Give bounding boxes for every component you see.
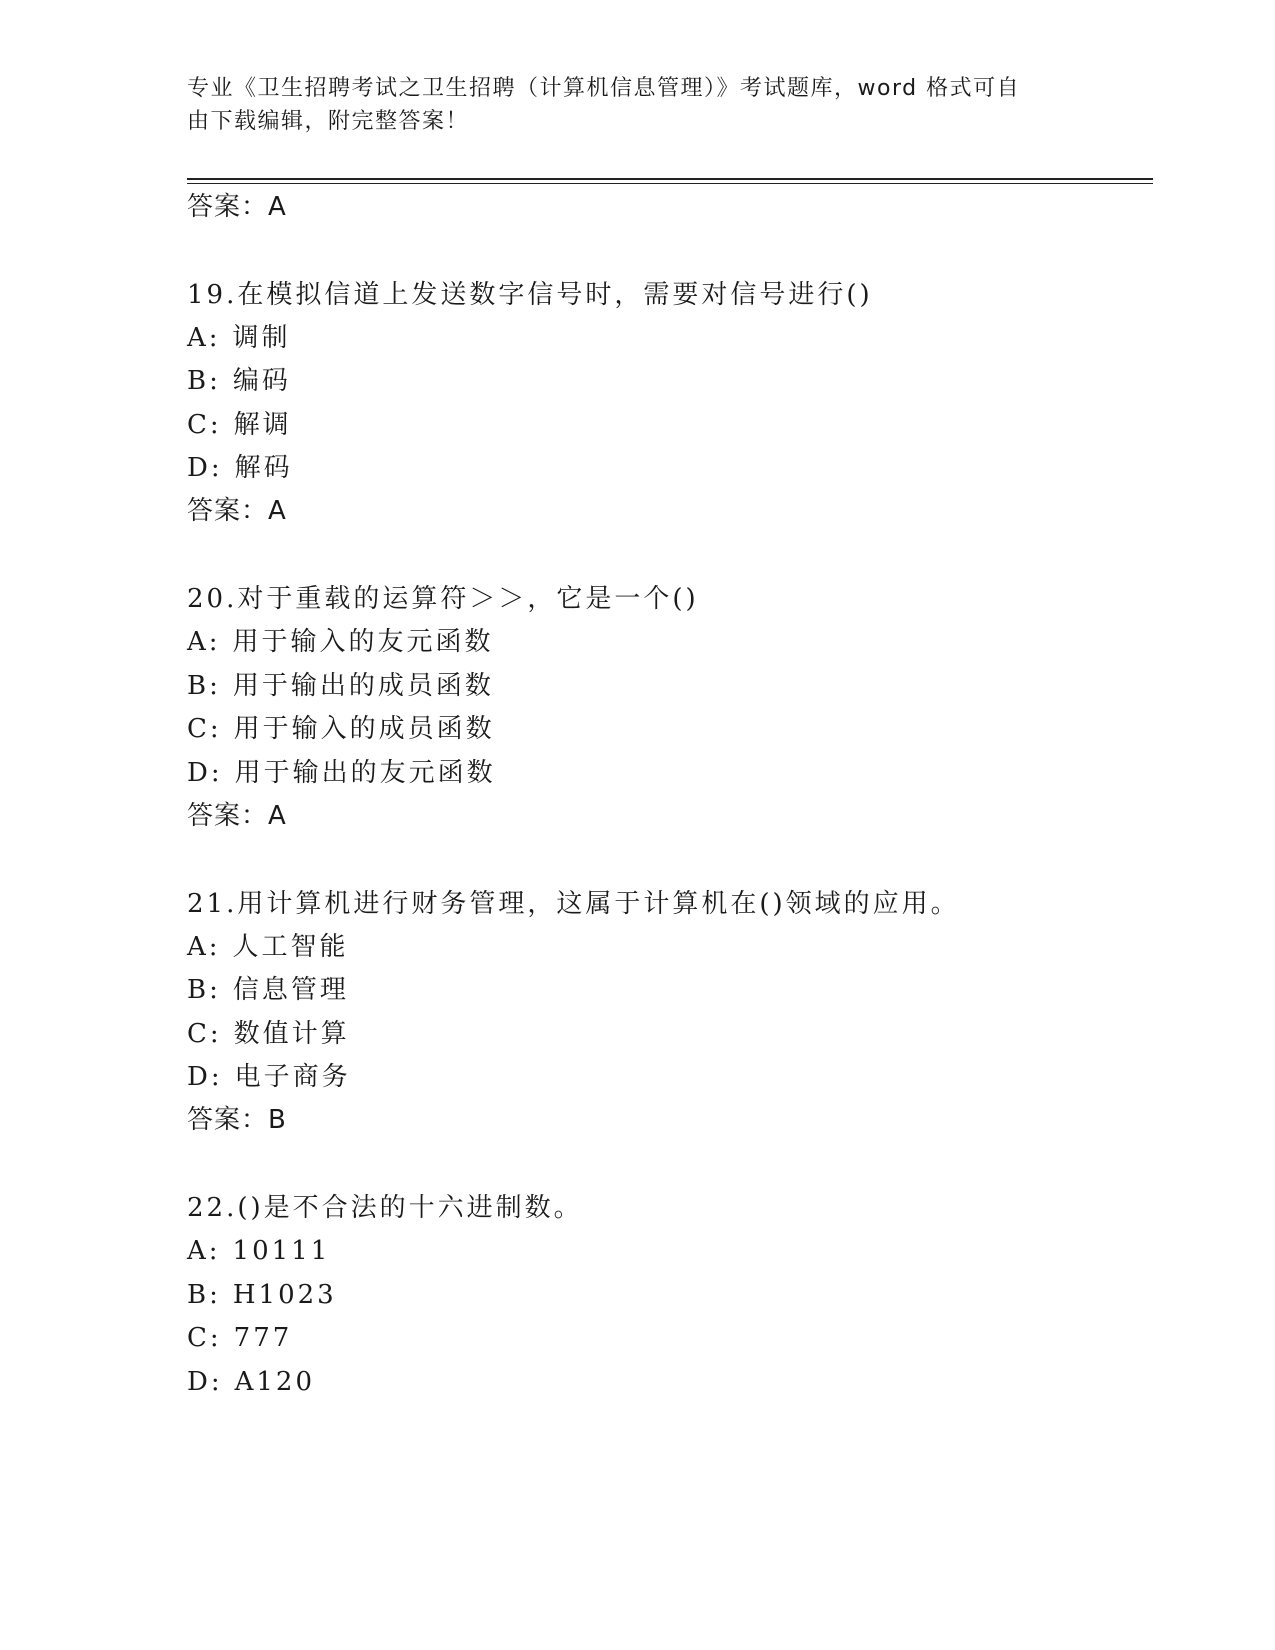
option-key: B: <box>187 671 221 701</box>
header-line-1: 专业《卫生招聘考试之卫生招聘（计算机信息管理）》考试题库，word 格式可自 <box>187 76 1021 101</box>
header-divider-thin <box>187 183 1153 184</box>
option-text: 用于输出的成员函数 <box>232 671 494 701</box>
option-a <box>187 625 494 659</box>
option-key: D: <box>187 1367 223 1397</box>
option-text: 人工智能 <box>232 932 349 962</box>
option-c <box>187 1017 350 1051</box>
option-key: B: <box>187 1280 221 1310</box>
option-text: 10111 <box>232 1236 331 1266</box>
option-text: 信息管理 <box>232 975 349 1005</box>
option-key: D: <box>187 1062 223 1092</box>
option-text: 用于输出的友元函数 <box>234 758 496 788</box>
option-b <box>187 364 291 398</box>
option-b <box>187 669 494 703</box>
option-key: A: <box>187 932 221 962</box>
option-d <box>187 451 293 485</box>
option-key: C: <box>187 410 222 440</box>
answer-line: 答案：B <box>187 1105 287 1135</box>
option-text: 电子商务 <box>234 1062 351 1092</box>
option-text: 调制 <box>232 323 291 353</box>
option-a <box>187 321 291 355</box>
option-c <box>187 712 495 746</box>
option-key: A: <box>187 323 221 353</box>
option-key: A: <box>187 1236 221 1266</box>
header-divider-thick <box>187 178 1153 180</box>
option-key: C: <box>187 1019 222 1049</box>
question-stem: 22.()是不合法的十六进制数。 <box>187 1193 583 1223</box>
answer-line: 答案：A <box>187 496 287 526</box>
option-key: B: <box>187 366 221 396</box>
header-line-2: 由下载编辑，附完整答案！ <box>187 109 470 134</box>
question-stem: 20.对于重载的运算符＞＞，它是一个() <box>187 584 699 614</box>
option-key: D: <box>187 453 223 483</box>
option-text: 解码 <box>234 453 293 483</box>
option-key: D: <box>187 758 223 788</box>
option-text: H1023 <box>232 1280 337 1310</box>
option-text: 用于输入的成员函数 <box>233 714 495 744</box>
option-text: 用于输入的友元函数 <box>232 627 494 657</box>
option-a <box>187 1234 330 1268</box>
question-stem: 21.用计算机进行财务管理，这属于计算机在()领域的应用。 <box>187 889 960 919</box>
option-text: A120 <box>234 1367 316 1397</box>
option-d <box>187 756 496 790</box>
option-text: 777 <box>233 1323 293 1353</box>
option-key: C: <box>187 714 222 744</box>
option-c <box>187 408 292 442</box>
option-text: 数值计算 <box>233 1019 350 1049</box>
option-d <box>187 1060 351 1094</box>
option-b <box>187 1278 337 1312</box>
answer-line: 答案：A <box>187 801 287 831</box>
question-stem: 19.在模拟信道上发送数字信号时，需要对信号进行() <box>187 280 873 310</box>
option-key: C: <box>187 1323 222 1353</box>
document-header <box>187 72 1067 138</box>
answer-line: 答案：A <box>187 192 287 222</box>
option-text: 解调 <box>233 410 292 440</box>
option-a <box>187 930 349 964</box>
option-c <box>187 1321 292 1355</box>
option-key: A: <box>187 627 221 657</box>
option-key: B: <box>187 975 221 1005</box>
option-d <box>187 1365 315 1399</box>
option-text: 编码 <box>232 366 291 396</box>
option-b <box>187 973 349 1007</box>
